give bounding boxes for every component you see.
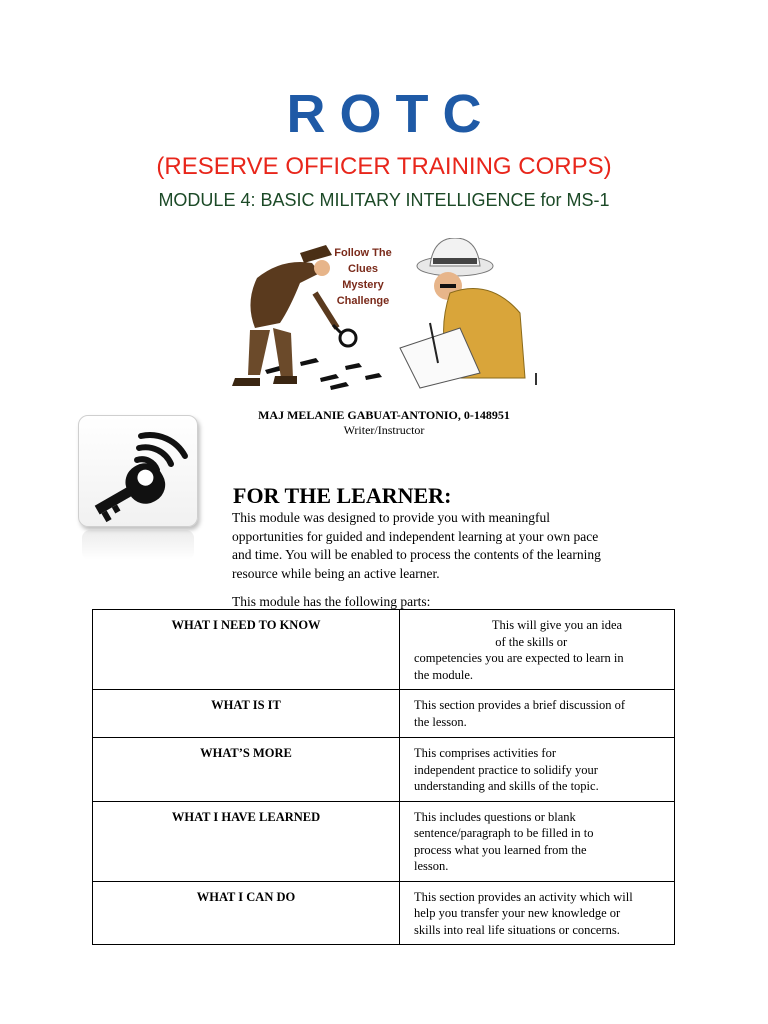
- part-name: WHAT I HAVE LEARNED: [93, 801, 400, 881]
- table-row: [93, 801, 675, 881]
- desc-line: competencies you are expected to learn in: [414, 651, 624, 665]
- rotc-logo: ROTC: [286, 84, 496, 144]
- author-name: MAJ MELANIE GABUAT-ANTONIO, 0-148951: [258, 408, 510, 422]
- desc-line: sentence/paragraph to be filled in to: [414, 826, 594, 840]
- key-icon-reflection: [82, 530, 194, 560]
- desc-line: lesson.: [414, 859, 449, 873]
- learner-heading: FOR THE LEARNER:: [233, 483, 452, 508]
- intro-line: opportunities for guided and independent learning at your own pace: [232, 528, 599, 544]
- intro-line: and time. You will be enabled to process the contents of the learning: [232, 547, 601, 562]
- desc-line: of the skills or: [414, 634, 568, 649]
- desc-line: skills into real life situations or concerns.: [414, 922, 620, 937]
- author-role: Writer/Instructor: [343, 423, 425, 437]
- part-description: [400, 738, 675, 802]
- intro-line: This module was designed to provide you with meaningful: [232, 510, 550, 525]
- detective-left-icon: [232, 245, 356, 386]
- table-row: [93, 738, 675, 802]
- part-description: [400, 610, 675, 690]
- part-description: [400, 881, 675, 945]
- subtitle: (RESERVE OFFICER TRAINING CORPS): [156, 153, 612, 180]
- sign-line: Mystery: [342, 279, 384, 291]
- sign-line: Follow The: [334, 247, 392, 259]
- desc-line: This section provides an activity which will: [414, 889, 633, 904]
- part-name: WHAT IS IT: [93, 690, 400, 738]
- detective-right-icon: [400, 238, 537, 388]
- desc-line: the lesson.: [414, 714, 467, 729]
- desc-line: understanding and skills of the topic.: [414, 779, 599, 793]
- desc-line: the module.: [414, 667, 474, 682]
- table-row: [93, 881, 675, 945]
- key-icon: [79, 416, 197, 526]
- part-description: [400, 690, 675, 738]
- part-name: WHAT’S MORE: [93, 738, 400, 802]
- sign-line: Clues: [348, 263, 378, 275]
- key-icon-box: [78, 415, 198, 527]
- detective-illustration: [205, 238, 550, 396]
- table-row: [93, 610, 675, 690]
- desc-line: This section provides a brief discussion of: [414, 698, 626, 712]
- module-parts-table: [92, 609, 675, 945]
- intro-line: resource while being an active learner.: [232, 565, 440, 581]
- desc-line: help you transfer your new knowledge or: [414, 906, 621, 920]
- part-description: [400, 801, 675, 881]
- parts-intro: This module has the following parts:: [232, 594, 431, 609]
- part-name: WHAT I CAN DO: [93, 881, 400, 945]
- table-row: [93, 690, 675, 738]
- sign-line: Challenge: [336, 295, 390, 307]
- desc-line: This comprises activities for: [414, 746, 556, 760]
- module-title: MODULE 4: BASIC MILITARY INTELLIGENCE for MS-1: [158, 190, 610, 210]
- desc-line: process what you learned from the: [414, 842, 587, 857]
- clue-sign: [334, 247, 391, 307]
- learner-intro: [232, 509, 672, 583]
- desc-line: This will give you an idea: [414, 618, 623, 632]
- desc-line: This includes questions or blank: [414, 809, 576, 824]
- part-name: WHAT I NEED TO KNOW: [93, 610, 400, 690]
- desc-line: independent practice to solidify your: [414, 762, 598, 777]
